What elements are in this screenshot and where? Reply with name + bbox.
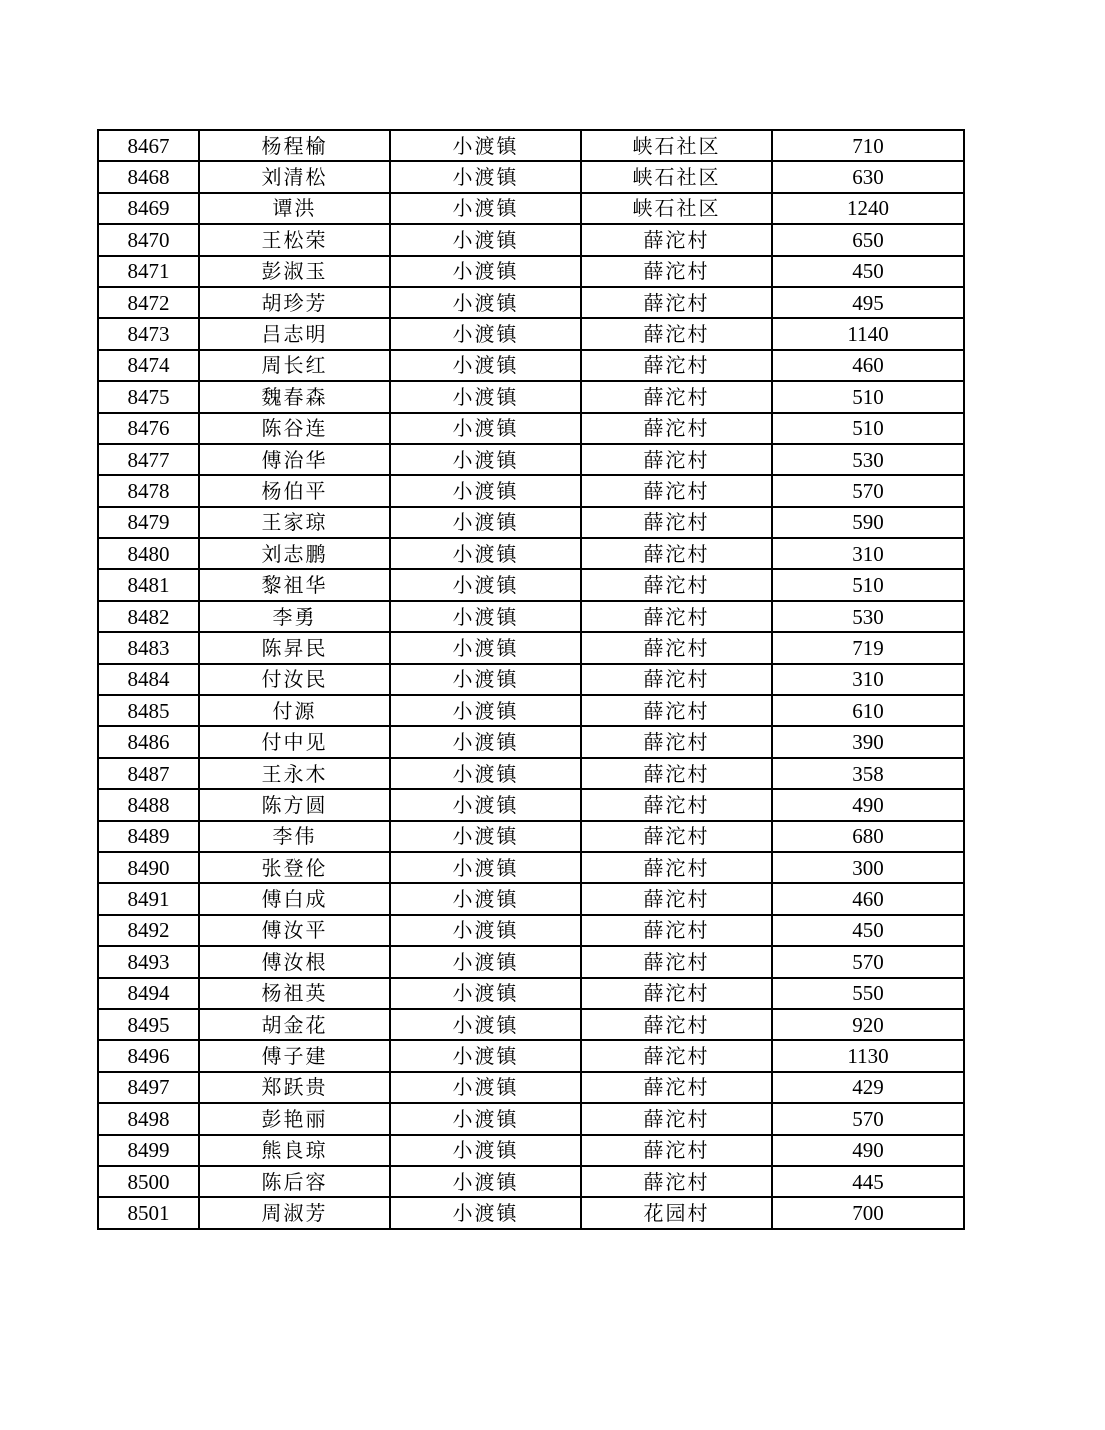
row-id-cell: 8487 — [98, 758, 199, 789]
village-cell: 薛沱村 — [581, 758, 772, 789]
table-row — [98, 664, 964, 695]
village-cell: 薛沱村 — [581, 915, 772, 946]
village-cell: 薛沱村 — [581, 695, 772, 726]
town-cell: 小渡镇 — [390, 946, 581, 977]
amount-cell: 429 — [772, 1072, 964, 1103]
row-id-cell: 8496 — [98, 1040, 199, 1071]
row-id-cell: 8468 — [98, 161, 199, 192]
person-name-cell: 黎祖华 — [199, 569, 390, 600]
amount-cell: 570 — [772, 1103, 964, 1134]
village-cell: 峡石社区 — [581, 161, 772, 192]
town-cell: 小渡镇 — [390, 1197, 581, 1228]
village-cell: 薛沱村 — [581, 1009, 772, 1040]
person-name-cell: 周长红 — [199, 350, 390, 381]
person-name-cell: 吕志明 — [199, 318, 390, 349]
person-name-cell: 傅汝平 — [199, 915, 390, 946]
amount-cell: 610 — [772, 695, 964, 726]
village-cell: 薛沱村 — [581, 413, 772, 444]
row-id-cell: 8501 — [98, 1197, 199, 1228]
village-cell: 薛沱村 — [581, 664, 772, 695]
town-cell: 小渡镇 — [390, 507, 581, 538]
row-id-cell: 8474 — [98, 350, 199, 381]
person-name-cell: 李伟 — [199, 821, 390, 852]
town-cell: 小渡镇 — [390, 350, 581, 381]
person-name-cell: 付源 — [199, 695, 390, 726]
village-cell: 薛沱村 — [581, 350, 772, 381]
village-cell: 薛沱村 — [581, 601, 772, 632]
town-cell: 小渡镇 — [390, 664, 581, 695]
town-cell: 小渡镇 — [390, 632, 581, 663]
table-row — [98, 915, 964, 946]
person-name-cell: 张登伦 — [199, 852, 390, 883]
town-cell: 小渡镇 — [390, 381, 581, 412]
village-cell: 花园村 — [581, 1197, 772, 1228]
village-cell: 薛沱村 — [581, 1103, 772, 1134]
person-name-cell: 王永木 — [199, 758, 390, 789]
person-name-cell: 傅子建 — [199, 1040, 390, 1071]
table-row — [98, 350, 964, 381]
person-name-cell: 陈昇民 — [199, 632, 390, 663]
amount-cell: 450 — [772, 256, 964, 287]
person-name-cell: 郑跃贵 — [199, 1072, 390, 1103]
row-id-cell: 8481 — [98, 569, 199, 600]
table-row — [98, 601, 964, 632]
person-name-cell: 王家琼 — [199, 507, 390, 538]
table-row — [98, 1103, 964, 1134]
table-row — [98, 475, 964, 506]
row-id-cell: 8494 — [98, 978, 199, 1009]
village-cell: 薛沱村 — [581, 507, 772, 538]
village-cell: 薛沱村 — [581, 1040, 772, 1071]
person-name-cell: 王松荣 — [199, 224, 390, 255]
person-name-cell: 熊良琼 — [199, 1135, 390, 1166]
row-id-cell: 8486 — [98, 726, 199, 757]
village-cell: 薛沱村 — [581, 852, 772, 883]
person-name-cell: 杨伯平 — [199, 475, 390, 506]
row-id-cell: 8491 — [98, 883, 199, 914]
village-cell: 峡石社区 — [581, 193, 772, 224]
person-name-cell: 刘志鹏 — [199, 538, 390, 569]
person-name-cell: 李勇 — [199, 601, 390, 632]
table-row — [98, 758, 964, 789]
row-id-cell: 8493 — [98, 946, 199, 977]
town-cell: 小渡镇 — [390, 1072, 581, 1103]
town-cell: 小渡镇 — [390, 444, 581, 475]
row-id-cell: 8497 — [98, 1072, 199, 1103]
town-cell: 小渡镇 — [390, 915, 581, 946]
roster-table — [97, 129, 965, 1230]
amount-cell: 495 — [772, 287, 964, 318]
table-row — [98, 821, 964, 852]
village-cell: 薛沱村 — [581, 1135, 772, 1166]
town-cell: 小渡镇 — [390, 726, 581, 757]
person-name-cell: 傅汝根 — [199, 946, 390, 977]
row-id-cell: 8482 — [98, 601, 199, 632]
person-name-cell: 傅治华 — [199, 444, 390, 475]
town-cell: 小渡镇 — [390, 224, 581, 255]
village-cell: 薛沱村 — [581, 726, 772, 757]
table-row — [98, 507, 964, 538]
amount-cell: 310 — [772, 664, 964, 695]
row-id-cell: 8483 — [98, 632, 199, 663]
town-cell: 小渡镇 — [390, 789, 581, 820]
town-cell: 小渡镇 — [390, 852, 581, 883]
table-row — [98, 538, 964, 569]
row-id-cell: 8485 — [98, 695, 199, 726]
amount-cell: 920 — [772, 1009, 964, 1040]
amount-cell: 1140 — [772, 318, 964, 349]
amount-cell: 590 — [772, 507, 964, 538]
village-cell: 薛沱村 — [581, 978, 772, 1009]
table-row — [98, 632, 964, 663]
person-name-cell: 付汝民 — [199, 664, 390, 695]
village-cell: 薛沱村 — [581, 789, 772, 820]
person-name-cell: 谭洪 — [199, 193, 390, 224]
village-cell: 薛沱村 — [581, 444, 772, 475]
amount-cell: 1130 — [772, 1040, 964, 1071]
document-page — [97, 129, 963, 1230]
amount-cell: 650 — [772, 224, 964, 255]
amount-cell: 310 — [772, 538, 964, 569]
table-row — [98, 444, 964, 475]
table-row — [98, 256, 964, 287]
town-cell: 小渡镇 — [390, 256, 581, 287]
table-row — [98, 1072, 964, 1103]
amount-cell: 445 — [772, 1166, 964, 1197]
person-name-cell: 付中见 — [199, 726, 390, 757]
person-name-cell: 胡珍芳 — [199, 287, 390, 318]
person-name-cell: 彭艳丽 — [199, 1103, 390, 1134]
row-id-cell: 8480 — [98, 538, 199, 569]
village-cell: 薛沱村 — [581, 946, 772, 977]
person-name-cell: 陈谷连 — [199, 413, 390, 444]
village-cell: 薛沱村 — [581, 1166, 772, 1197]
person-name-cell: 杨程榆 — [199, 130, 390, 161]
amount-cell: 570 — [772, 946, 964, 977]
row-id-cell: 8477 — [98, 444, 199, 475]
row-id-cell: 8495 — [98, 1009, 199, 1040]
row-id-cell: 8471 — [98, 256, 199, 287]
amount-cell: 680 — [772, 821, 964, 852]
amount-cell: 550 — [772, 978, 964, 1009]
town-cell: 小渡镇 — [390, 758, 581, 789]
village-cell: 薛沱村 — [581, 475, 772, 506]
village-cell: 薛沱村 — [581, 632, 772, 663]
village-cell: 薛沱村 — [581, 883, 772, 914]
table-row — [98, 883, 964, 914]
table-row — [98, 1135, 964, 1166]
village-cell: 薛沱村 — [581, 224, 772, 255]
row-id-cell: 8473 — [98, 318, 199, 349]
table-row — [98, 946, 964, 977]
table-row — [98, 413, 964, 444]
amount-cell: 570 — [772, 475, 964, 506]
town-cell: 小渡镇 — [390, 601, 581, 632]
town-cell: 小渡镇 — [390, 883, 581, 914]
row-id-cell: 8470 — [98, 224, 199, 255]
table-row — [98, 1009, 964, 1040]
table-row — [98, 1197, 964, 1228]
table-row — [98, 978, 964, 1009]
village-cell: 薛沱村 — [581, 381, 772, 412]
amount-cell: 510 — [772, 413, 964, 444]
amount-cell: 510 — [772, 381, 964, 412]
village-cell: 薛沱村 — [581, 569, 772, 600]
amount-cell: 300 — [772, 852, 964, 883]
table-row — [98, 224, 964, 255]
row-id-cell: 8469 — [98, 193, 199, 224]
table-row — [98, 1166, 964, 1197]
town-cell: 小渡镇 — [390, 1040, 581, 1071]
amount-cell: 530 — [772, 601, 964, 632]
town-cell: 小渡镇 — [390, 161, 581, 192]
amount-cell: 460 — [772, 350, 964, 381]
person-name-cell: 周淑芳 — [199, 1197, 390, 1228]
person-name-cell: 彭淑玉 — [199, 256, 390, 287]
row-id-cell: 8472 — [98, 287, 199, 318]
person-name-cell: 傅白成 — [199, 883, 390, 914]
person-name-cell: 魏春森 — [199, 381, 390, 412]
town-cell: 小渡镇 — [390, 193, 581, 224]
row-id-cell: 8492 — [98, 915, 199, 946]
amount-cell: 490 — [772, 789, 964, 820]
roster-table-body — [98, 130, 964, 1229]
table-row — [98, 318, 964, 349]
village-cell: 薛沱村 — [581, 538, 772, 569]
amount-cell: 710 — [772, 130, 964, 161]
town-cell: 小渡镇 — [390, 475, 581, 506]
person-name-cell: 陈方圆 — [199, 789, 390, 820]
table-row — [98, 1040, 964, 1071]
row-id-cell: 8484 — [98, 664, 199, 695]
table-row — [98, 569, 964, 600]
town-cell: 小渡镇 — [390, 695, 581, 726]
table-row — [98, 789, 964, 820]
row-id-cell: 8475 — [98, 381, 199, 412]
town-cell: 小渡镇 — [390, 821, 581, 852]
town-cell: 小渡镇 — [390, 1103, 581, 1134]
table-row — [98, 852, 964, 883]
amount-cell: 719 — [772, 632, 964, 663]
row-id-cell: 8489 — [98, 821, 199, 852]
village-cell: 薛沱村 — [581, 318, 772, 349]
amount-cell: 630 — [772, 161, 964, 192]
amount-cell: 460 — [772, 883, 964, 914]
amount-cell: 490 — [772, 1135, 964, 1166]
village-cell: 薛沱村 — [581, 1072, 772, 1103]
row-id-cell: 8498 — [98, 1103, 199, 1134]
table-row — [98, 381, 964, 412]
amount-cell: 510 — [772, 569, 964, 600]
town-cell: 小渡镇 — [390, 130, 581, 161]
table-row — [98, 130, 964, 161]
town-cell: 小渡镇 — [390, 287, 581, 318]
person-name-cell: 杨祖英 — [199, 978, 390, 1009]
village-cell: 薛沱村 — [581, 287, 772, 318]
village-cell: 峡石社区 — [581, 130, 772, 161]
table-row — [98, 287, 964, 318]
town-cell: 小渡镇 — [390, 978, 581, 1009]
town-cell: 小渡镇 — [390, 538, 581, 569]
village-cell: 薛沱村 — [581, 256, 772, 287]
town-cell: 小渡镇 — [390, 1135, 581, 1166]
table-row — [98, 695, 964, 726]
row-id-cell: 8467 — [98, 130, 199, 161]
amount-cell: 1240 — [772, 193, 964, 224]
table-row — [98, 726, 964, 757]
amount-cell: 450 — [772, 915, 964, 946]
person-name-cell: 胡金花 — [199, 1009, 390, 1040]
table-row — [98, 193, 964, 224]
table-row — [98, 161, 964, 192]
town-cell: 小渡镇 — [390, 1009, 581, 1040]
row-id-cell: 8490 — [98, 852, 199, 883]
row-id-cell: 8488 — [98, 789, 199, 820]
village-cell: 薛沱村 — [581, 821, 772, 852]
person-name-cell: 刘清松 — [199, 161, 390, 192]
town-cell: 小渡镇 — [390, 413, 581, 444]
row-id-cell: 8478 — [98, 475, 199, 506]
row-id-cell: 8500 — [98, 1166, 199, 1197]
row-id-cell: 8479 — [98, 507, 199, 538]
amount-cell: 390 — [772, 726, 964, 757]
town-cell: 小渡镇 — [390, 1166, 581, 1197]
row-id-cell: 8499 — [98, 1135, 199, 1166]
town-cell: 小渡镇 — [390, 569, 581, 600]
amount-cell: 358 — [772, 758, 964, 789]
person-name-cell: 陈后容 — [199, 1166, 390, 1197]
town-cell: 小渡镇 — [390, 318, 581, 349]
row-id-cell: 8476 — [98, 413, 199, 444]
amount-cell: 530 — [772, 444, 964, 475]
amount-cell: 700 — [772, 1197, 964, 1228]
